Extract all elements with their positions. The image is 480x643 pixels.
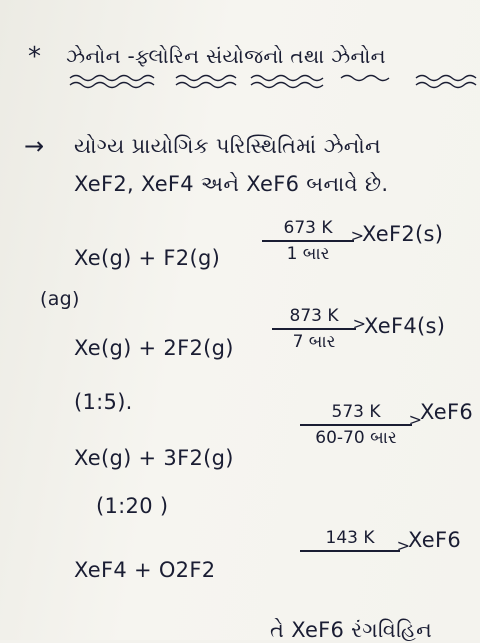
reaction-3-ratio: (1:20 ) bbox=[96, 494, 169, 518]
reaction-4-arrow bbox=[300, 528, 410, 555]
arrow-head-icon: > bbox=[396, 536, 410, 555]
arrow-head-icon: > bbox=[350, 226, 364, 245]
heading-title bbox=[66, 44, 386, 68]
reaction-3-condition-bottom: 60-70 બાર bbox=[315, 428, 397, 448]
reaction-3-arrow bbox=[300, 402, 422, 448]
intro-line-1: યોગ્ય પ્રાયોગિક પરિસ્થિતિમાં ઝેનોન bbox=[74, 134, 381, 158]
reaction-2-lhs: Xe(g) + 2F2(g) bbox=[74, 336, 234, 360]
footer-line: તે XeF6 રંગવિહિન bbox=[270, 618, 433, 642]
reaction-1-note: (ag) bbox=[40, 288, 80, 310]
heading-word-2: -ફ્લોરિન bbox=[127, 44, 200, 68]
heading-word-5: ઝેનોન bbox=[331, 44, 386, 68]
reaction-4-condition-top: 143 K bbox=[300, 528, 400, 552]
heading-word-4: તથા bbox=[290, 44, 325, 68]
reaction-1-product: XeF2(s) bbox=[362, 222, 444, 246]
star-bullet: * bbox=[28, 42, 41, 72]
reaction-2-arrow bbox=[272, 306, 366, 352]
reaction-1-condition-bottom: 1 બાર bbox=[286, 244, 330, 264]
reaction-4-lhs: XeF4 + O2F2 bbox=[74, 558, 216, 582]
heading-word-1: ઝેનોન bbox=[66, 44, 121, 68]
reaction-1-lhs: Xe(g) + F2(g) bbox=[74, 246, 221, 270]
reaction-2-product: XeF4(s) bbox=[364, 314, 446, 338]
reaction-2-ratio: (1:5). bbox=[74, 390, 133, 414]
intro-line-2: XeF2, XeF4 અને XeF6 બનાવે છે. bbox=[74, 172, 389, 196]
reaction-1-arrow bbox=[262, 218, 364, 264]
reaction-2-condition-top: 873 K bbox=[272, 306, 356, 330]
reaction-3-product: XeF6 bbox=[420, 400, 474, 424]
arrow-head-icon: > bbox=[408, 410, 422, 429]
reaction-3-lhs: Xe(g) + 3F2(g) bbox=[74, 446, 234, 470]
arrow-head-icon: > bbox=[352, 314, 366, 333]
reaction-3-condition-top: 573 K bbox=[300, 402, 412, 426]
reaction-1-condition-top: 673 K bbox=[262, 218, 354, 242]
arrow-bullet: → bbox=[24, 132, 45, 160]
heading-wavy-underline bbox=[66, 72, 480, 98]
reaction-2-condition-bottom: 7 બાર bbox=[292, 332, 336, 352]
heading-word-3: સંયોજનો bbox=[206, 44, 284, 68]
reaction-4-product: XeF6 bbox=[408, 528, 462, 552]
